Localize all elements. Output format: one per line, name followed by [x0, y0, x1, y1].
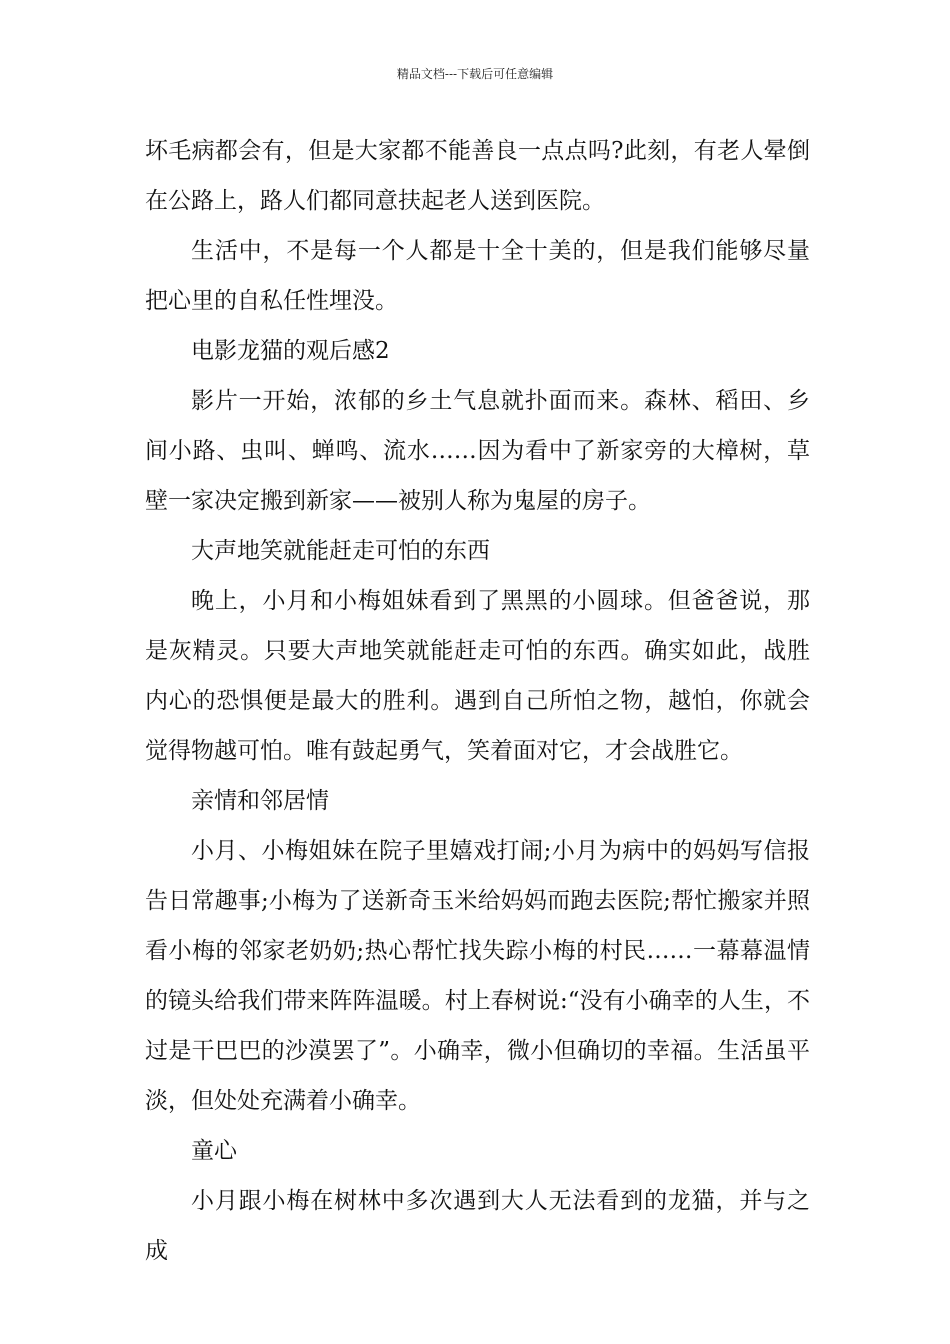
paragraph: 小月跟小梅在树林中多次遇到大人无法看到的龙猫，并与之成	[145, 1188, 810, 1264]
section-heading: 电影龙猫的观后感2	[191, 338, 390, 364]
paragraph: 坏毛病都会有，但是大家都不能善良一点点吗?此刻，有老人晕倒在公路上，路人们都同意扶起老人送到医院。	[145, 138, 810, 214]
paragraph: 影片一开始，浓郁的乡土气息就扑面而来。森林、稻田、乡间小路、虫叫、蝉鸣、流水……因为看中了新家旁的大樟树，草壁一家决定搬到新家——被别人称为鬼屋的房子。	[145, 388, 810, 514]
section-heading: 亲情和邻居情	[191, 788, 329, 814]
section-heading: 大声地笑就能赶走可怕的东西	[191, 538, 490, 564]
paragraph: 小月、小梅姐妹在院子里嬉戏打闹;小月为病中的妈妈写信报告日常趣事;小梅为了送新奇玉米给妈妈而跑去医院;帮忙搬家并照看小梅的邻家老奶奶;热心帮忙找失踪小梅的村民……一幕幕温情的镜头给我们带来阵阵温暖。村上春树说:“没有小确幸的人生，不过是干巴巴的沙漠罢了”。小确幸，微小但确切的幸福。生活虽平淡，但处处充满着小确幸。	[145, 838, 810, 1114]
paragraph: 生活中，不是每一个人都是十全十美的，但是我们能够尽量把心里的自私任性埋没。	[145, 238, 810, 314]
paragraph: 晚上，小月和小梅姐妹看到了黑黑的小圆球。但爸爸说，那是灰精灵。只要大声地笑就能赶走可怕的东西。确实如此，战胜内心的恐惧便是最大的胜利。遇到自己所怕之物，越怕，你就会觉得物越可怕。唯有鼓起勇气，笑着面对它，才会战胜它。	[145, 588, 810, 764]
page-header: 精品文档---下载后可任意编辑	[396, 67, 554, 81]
document-body	[145, 126, 810, 1276]
section-heading: 童心	[191, 1138, 237, 1164]
